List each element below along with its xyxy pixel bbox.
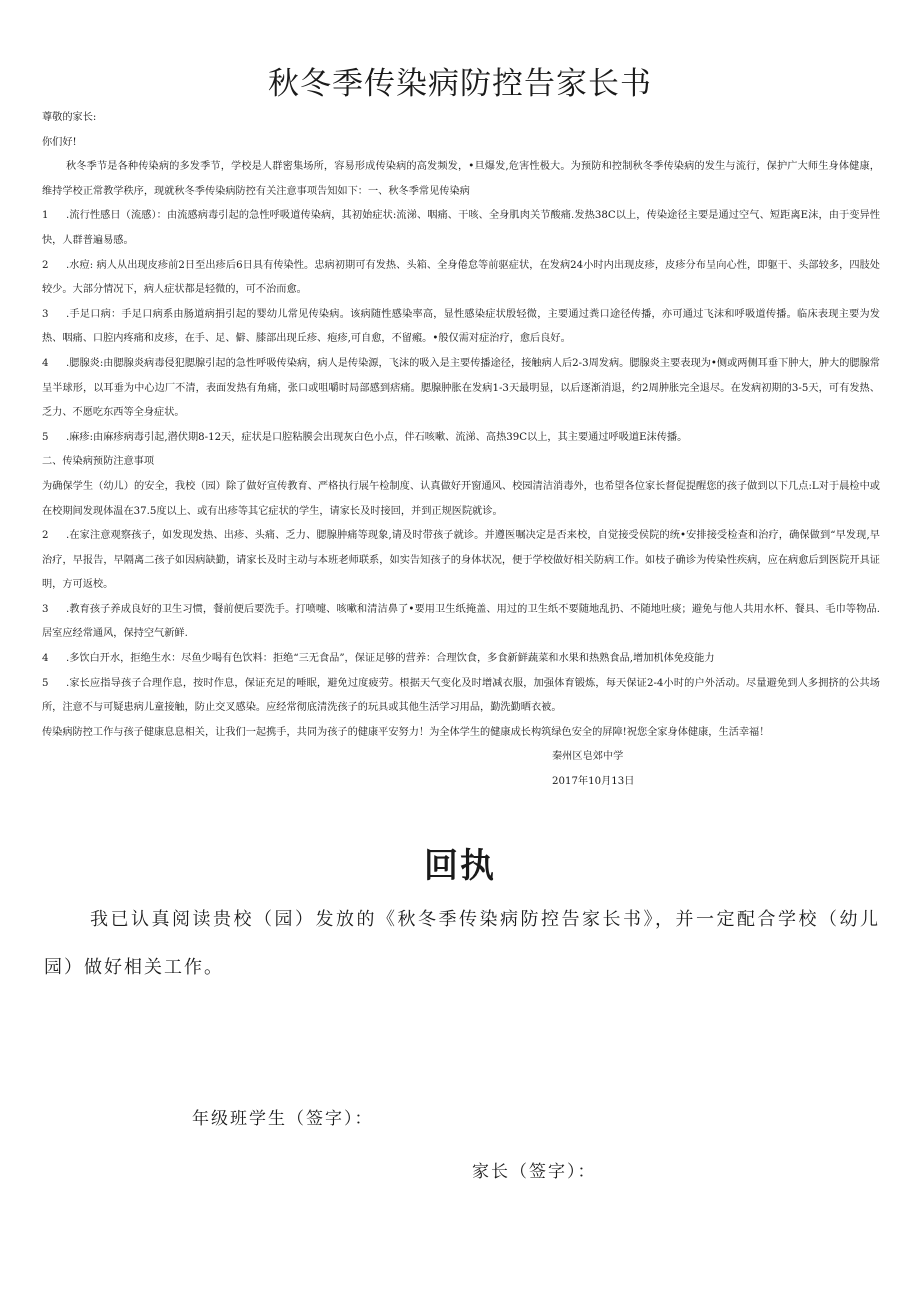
closing-paragraph: 传染病防控工作与孩子健康息息相关，让我们一起携手，共同为孩子的健康平安努力！为全体学生的健康成长构筑绿色安全的屏障!祝您全家身体健康，生活幸福！ bbox=[42, 726, 770, 738]
item-number: 4 bbox=[42, 357, 49, 369]
item-number: 5 bbox=[42, 677, 49, 689]
item-text: .流行性感日（流感）：由流感病毒引起的急性呼吸道传染病，其初始症状:流涕、咽痛、干咳、全身肌肉关节酸痛.发热38C以上，传染途径主要是通过空气、短距离E沫，由于变异性快，人群普遍易感。 bbox=[42, 210, 880, 246]
precaution-item-5 bbox=[42, 672, 880, 721]
disease-item-2 bbox=[42, 254, 880, 303]
item-text: .腮腺炎:由腮腺炎病毒侵犯腮腺引起的急性呼吸传染病，病人是传染源，飞沫的吸入是主要传播途径，接触病人后2-3周发病。腮腺炎主要表现为•侧或两侧耳垂下肿大，肿大的腮腺常呈半球形，以耳垂为中心边厂不清，表面发热有角痛，张口或咀嚼时局部感到痞痛。腮腺肿胀在发病1-3天最明显，以后逐渐消退，约2周肿胀完全退尽。在发病初期的3-5天，可有发热、乏力、不愿吃东西等全身症状。 bbox=[42, 357, 880, 419]
disease-item-5 bbox=[42, 426, 880, 451]
item-text: .水痘: 病人从出现皮疹前2日至出疹后6日具有传染性。忠病初期可有发热、头箱、全身倦怠等前驱症状，在发病24小时内出现皮疹，皮疹分布呈向心性，即躯干、头部较多，四肢处较少。大部分情况下，病人症状都是轻微的，可不治而愈。 bbox=[42, 259, 880, 296]
student-signature-label: 年级班学生（签字）： bbox=[192, 1109, 374, 1129]
item-text: .多饮白开水，拒绝生水：尽鱼少喝有色饮料：拒绝“三无食品”，保证足够的营养：合理饮食，多食新鲜蔬菜和水果和热熟食品,增加机体免疫能力 bbox=[66, 653, 715, 665]
item-text: .麻疹:由麻疹病毒引起,潜伏期8-12天，症状是口腔粘膜会出现灰白色小点，伴石咳嗽、流涕、高热39C以上，其主要通过呼吸道E沫传播。 bbox=[66, 431, 688, 443]
receipt-title: 回执 bbox=[424, 846, 496, 886]
item-text: .家长应指导孩子合理作息，按时作息，保证充足的唾眠，避免过度疲劳。根据天气变化及时增减衣服，加强体育锻炼，每天保证2-4小时的户外活动。尽量避免到人多拥挤的公共场所，注意不与可疑患病儿童接触，防止交叉感染。应经常彻底清洗孩子的玩具或其他生活学习用品，勤洗勤晒衣被。 bbox=[42, 677, 880, 714]
greeting: 你们好! bbox=[42, 136, 77, 148]
disease-item-1 bbox=[42, 204, 880, 253]
precaution-item-4 bbox=[42, 647, 880, 672]
item-text: .教育孩子养成良好的卫生习惯，餐前便后要洗手。打喷嚏、咳嗽和清洁鼻了•要用卫生纸掩盖、用过的卫生纸不要随地乱扔、不随地吐痰；避免与他人共用水杯、餐具、毛巾等物品.居室应经常通风，保持空气新鲜. bbox=[42, 603, 880, 640]
intro-paragraph: 秋冬季节是各种传染病的多发季节，学校是人群密集场所，容易形成传染病的高发频发，•旦爆发,危害性极大。为预防和控制秋冬季传染病的发生与流行，保护广大师生身体健康，维持学校正常教学秩序，现就秋冬季传染病防控有关注意事项告知如下：一、秋冬季常见传染病 bbox=[42, 161, 880, 197]
item-number: 4 bbox=[42, 653, 49, 665]
disease-item-3 bbox=[42, 303, 880, 352]
item-number: 3 bbox=[42, 603, 49, 615]
item-number: 2 bbox=[42, 530, 49, 542]
item-number: 2 bbox=[42, 259, 49, 271]
precaution-item-2 bbox=[42, 524, 880, 598]
section2-intro: 为确保学生（幼儿）的安全，我校（园）除了做好宣传教育、严格执行展午检制度、认真做好开窗通风、校园清洁消毒外，也希望各位家长督促提醒您的孩子做到以下几点:L对于晨检中或在校期间发现体温在37.5度以上、或有出疹等其它症状的学生，请家长及时接回，并到正规医院就诊。 bbox=[42, 480, 880, 517]
salutation: 尊敬的家长: bbox=[42, 112, 97, 123]
section2-heading: 二、传染病预防注意事项 bbox=[42, 456, 155, 468]
letter-body bbox=[42, 106, 880, 795]
item-number: 3 bbox=[42, 308, 49, 320]
document-title: 秋冬季传染病防控告家长书 bbox=[268, 66, 652, 102]
item-text: .在家注意观察孩子，如发现发热、出疹、头痛、乏力、腮腺肿痛等现象,请及时带孩子就诊。并遵医嘱决定是否来校，自觉接受侯院的统•安排接受检查和治疗，确保做到“早发现,早治疗，早报告，早隔离二孩子如因病缺勤，请家长及时主动与本班老师联系，如实告知孩子的身体状况，便于学校做好相关防病工作。如枝子确诊为传染性疾病，应在病愈后到医院开具证明，方可返校。 bbox=[42, 530, 880, 591]
item-number: 1 bbox=[42, 210, 49, 222]
precaution-item-3 bbox=[42, 598, 880, 647]
item-text: .手足口病：手足口病系由肠道病捐引起的婴幼儿常见传染病。该病随性感染率高，显性感染症状殷轻微，主要通过粪口途径传播，亦可通过飞沫和呼吸道传播。临床表现主要为发热、咽痛、口腔内疼痛和皮疹，在手、足、僻、膝部出现丘疹、疱疹,可自愈，不留瘢。•般仅需对症治疗，愈后良好。 bbox=[42, 308, 880, 345]
disease-item-4 bbox=[42, 352, 880, 426]
letter-date: 2017年10月13日 bbox=[552, 776, 635, 788]
school-name: 秦州区皂郊中学 bbox=[552, 751, 624, 763]
parent-signature-label: 家长（签字）： bbox=[472, 1162, 597, 1182]
item-number: 5 bbox=[42, 431, 49, 443]
receipt-body: 我已认真阅读贵校（园）发放的《秋冬季传染病防控告家长书》，并一定配合学校（幼儿园）做好相关工作。 bbox=[44, 909, 880, 978]
